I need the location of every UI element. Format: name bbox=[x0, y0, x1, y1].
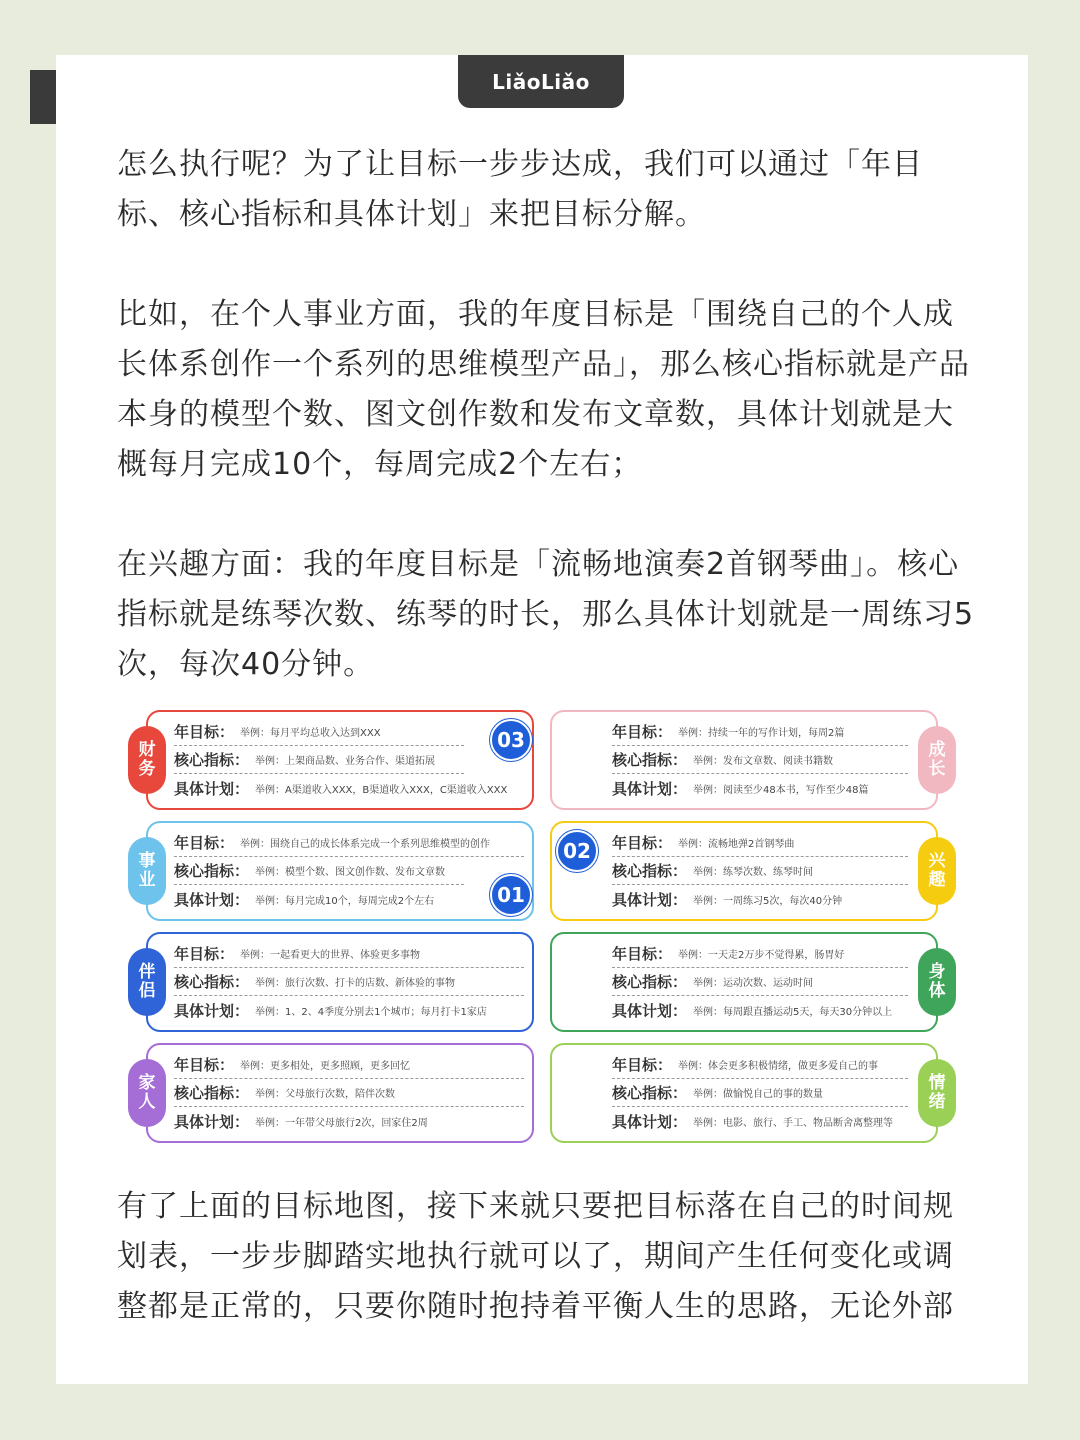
metric-label: 核心指标： bbox=[612, 751, 688, 769]
metric-label: 核心指标： bbox=[174, 1084, 250, 1102]
goal-card-hobby bbox=[550, 821, 946, 921]
paragraph-hobby-example: 在兴趣方面：我的年度目标是「流畅地演奏2首钢琴曲」。核心指标就是练琴次数、练琴的时长，那么具体计划就是一周练习5次，每次40分钟。 bbox=[117, 547, 975, 682]
example-label: 举例： bbox=[693, 1006, 724, 1018]
category-char: 绪 bbox=[928, 1092, 946, 1112]
category-char: 兴 bbox=[928, 851, 946, 871]
goal-value: 流畅地弹2首钢琴曲 bbox=[708, 839, 795, 850]
plan-value: 电影、旅行、手工、物品断舍离整理等 bbox=[723, 1117, 894, 1129]
goal-card-partner bbox=[138, 932, 534, 1032]
example-label: 举例： bbox=[255, 978, 286, 989]
metric-label: 核心指标： bbox=[174, 751, 250, 769]
example-label: 举例： bbox=[693, 867, 724, 878]
category-char: 财 bbox=[138, 740, 156, 760]
plan-label: 具体计划： bbox=[612, 779, 688, 798]
plan-label: 具体计划： bbox=[174, 890, 250, 909]
brand-logo: LiǎoLiǎo bbox=[492, 69, 590, 94]
goal-label: 年目标： bbox=[612, 945, 673, 963]
category-tab bbox=[918, 948, 956, 1016]
category-tab bbox=[918, 837, 956, 905]
example-label: 举例： bbox=[240, 950, 271, 961]
metric-value: 练琴次数、练琴时间 bbox=[723, 867, 814, 878]
goal-value: 更多相处，更多照顾，更多回忆 bbox=[270, 1061, 411, 1072]
category-char: 体 bbox=[928, 981, 946, 1001]
category-tab bbox=[918, 726, 956, 794]
goal-value: 围绕自己的成长体系完成一个系列思维模型的创作 bbox=[270, 839, 491, 850]
metric-label: 核心指标： bbox=[612, 1084, 688, 1102]
example-label: 举例： bbox=[693, 756, 724, 767]
goal-value: 每月平均总收入达到XXX bbox=[270, 728, 381, 739]
goal-label: 年目标： bbox=[174, 723, 235, 741]
plan-label: 具体计划： bbox=[174, 1112, 250, 1131]
plan-value: 1、2、4季度分别去1个城市；每月打卡1家店 bbox=[285, 1006, 487, 1018]
category-tab bbox=[918, 1059, 956, 1127]
goal-label: 年目标： bbox=[174, 1056, 235, 1074]
plan-label: 具体计划： bbox=[174, 1001, 250, 1020]
example-label: 举例： bbox=[693, 784, 724, 796]
plan-label: 具体计划： bbox=[174, 779, 250, 798]
metric-value: 做愉悦自己的事的数量 bbox=[723, 1089, 824, 1100]
metric-value: 上架商品数、业务合作、渠道拓展 bbox=[285, 756, 436, 767]
example-label: 举例： bbox=[255, 756, 286, 767]
example-label: 举例： bbox=[693, 978, 724, 989]
plan-value: 阅读至少48本书，写作至少48篇 bbox=[723, 784, 869, 796]
metric-value: 发布文章数、阅读书籍数 bbox=[723, 756, 834, 767]
example-label: 举例： bbox=[240, 1061, 271, 1072]
goal-card-finance bbox=[138, 710, 534, 810]
metric-label: 核心指标： bbox=[174, 973, 250, 991]
metric-value: 运动次数、运动时间 bbox=[723, 978, 814, 989]
example-label: 举例： bbox=[678, 728, 709, 739]
category-char: 侣 bbox=[138, 981, 156, 1001]
goal-card-health bbox=[550, 932, 946, 1032]
plan-label: 具体计划： bbox=[612, 1112, 688, 1131]
example-label: 举例： bbox=[678, 950, 709, 961]
plan-value: 每周跟直播运动5天，每天30分钟以上 bbox=[723, 1006, 893, 1018]
plan-label: 具体计划： bbox=[612, 890, 688, 909]
category-char: 家 bbox=[138, 1073, 156, 1093]
example-label: 举例： bbox=[255, 895, 286, 907]
category-char: 趣 bbox=[928, 870, 946, 890]
metric-value: 父母旅行次数，陪伴次数 bbox=[285, 1089, 396, 1100]
paragraph-intro: 怎么执行呢？为了让目标一步步达成，我们可以通过「年目标、核心指标和具体计划」来把目标分解。 bbox=[117, 147, 923, 232]
example-label: 举例： bbox=[240, 839, 271, 850]
priority-badge: 03 bbox=[490, 719, 532, 761]
article-page bbox=[56, 55, 1028, 1384]
category-char: 成 bbox=[928, 740, 946, 760]
category-tab bbox=[128, 1059, 166, 1127]
example-label: 举例： bbox=[255, 1006, 286, 1018]
example-label: 举例： bbox=[693, 895, 724, 907]
plan-value: A渠道收入XXX，B渠道收入XXX，C渠道收入XXX bbox=[285, 784, 508, 796]
category-tab bbox=[128, 726, 166, 794]
metric-label: 核心指标： bbox=[612, 973, 688, 991]
plan-label: 具体计划： bbox=[612, 1001, 688, 1020]
metric-label: 核心指标： bbox=[612, 862, 688, 880]
goal-value: 一天走2万步不觉得累，肠胃好 bbox=[708, 950, 845, 961]
plan-value: 一年带父母旅行2次，回家住2周 bbox=[285, 1117, 428, 1129]
example-label: 举例： bbox=[693, 1089, 724, 1100]
logo-tab bbox=[458, 55, 624, 108]
example-label: 举例： bbox=[255, 867, 286, 878]
category-char: 人 bbox=[138, 1092, 156, 1112]
metric-value: 旅行次数、打卡的店数、新体验的事物 bbox=[285, 978, 456, 989]
example-label: 举例： bbox=[255, 1089, 286, 1100]
category-tab bbox=[128, 948, 166, 1016]
side-marker bbox=[30, 70, 56, 124]
example-label: 举例： bbox=[678, 839, 709, 850]
goal-card-emotion bbox=[550, 1043, 946, 1143]
example-label: 举例： bbox=[255, 1117, 286, 1129]
example-label: 举例： bbox=[693, 1117, 724, 1129]
paragraph-conclusion: 有了上面的目标地图，接下来就只要把目标落在自己的时间规划表，一步步脚踏实地执行就可以了，期间产生任何变化或调整都是正常的，只要你随时抱持着平衡人生的思路，无论外部 bbox=[117, 1189, 954, 1324]
category-char: 长 bbox=[928, 759, 946, 779]
category-char: 事 bbox=[138, 851, 156, 871]
category-tab bbox=[128, 837, 166, 905]
category-char: 伴 bbox=[138, 962, 156, 982]
plan-value: 每月完成10个，每周完成2个左右 bbox=[285, 895, 435, 907]
category-char: 业 bbox=[138, 870, 156, 890]
paragraph-career-example: 比如，在个人事业方面，我的年度目标是「围绕自己的个人成长体系创作一个系列的思维模型产品」，那么核心指标就是产品本身的模型个数、图文创作数和发布文章数，具体计划就是大概每月完成10个，每周完成2个左右； bbox=[117, 297, 970, 482]
metric-value: 模型个数、图文创作数、发布文章数 bbox=[285, 867, 446, 878]
example-label: 举例： bbox=[255, 784, 286, 796]
metric-label: 核心指标： bbox=[174, 862, 250, 880]
example-label: 举例： bbox=[240, 728, 271, 739]
goal-value: 一起看更大的世界、体验更多事物 bbox=[270, 950, 421, 961]
goal-label: 年目标： bbox=[174, 945, 235, 963]
plan-value: 一周练习5次，每次40分钟 bbox=[723, 895, 843, 907]
goal-card-career bbox=[138, 821, 534, 921]
category-char: 身 bbox=[928, 962, 946, 982]
category-char: 情 bbox=[928, 1073, 946, 1093]
goal-value: 持续一年的写作计划，每周2篇 bbox=[708, 728, 845, 739]
goal-card-growth bbox=[550, 710, 946, 810]
goal-label: 年目标： bbox=[612, 1056, 673, 1074]
goal-label: 年目标： bbox=[612, 834, 673, 852]
priority-badge: 02 bbox=[556, 830, 598, 872]
goal-card-family bbox=[138, 1043, 534, 1143]
goal-label: 年目标： bbox=[174, 834, 235, 852]
goal-label: 年目标： bbox=[612, 723, 673, 741]
goal-value: 体会更多积极情绪，做更多爱自己的事 bbox=[708, 1061, 879, 1072]
example-label: 举例： bbox=[678, 1061, 709, 1072]
priority-badge: 01 bbox=[490, 874, 532, 916]
category-char: 务 bbox=[138, 759, 156, 779]
